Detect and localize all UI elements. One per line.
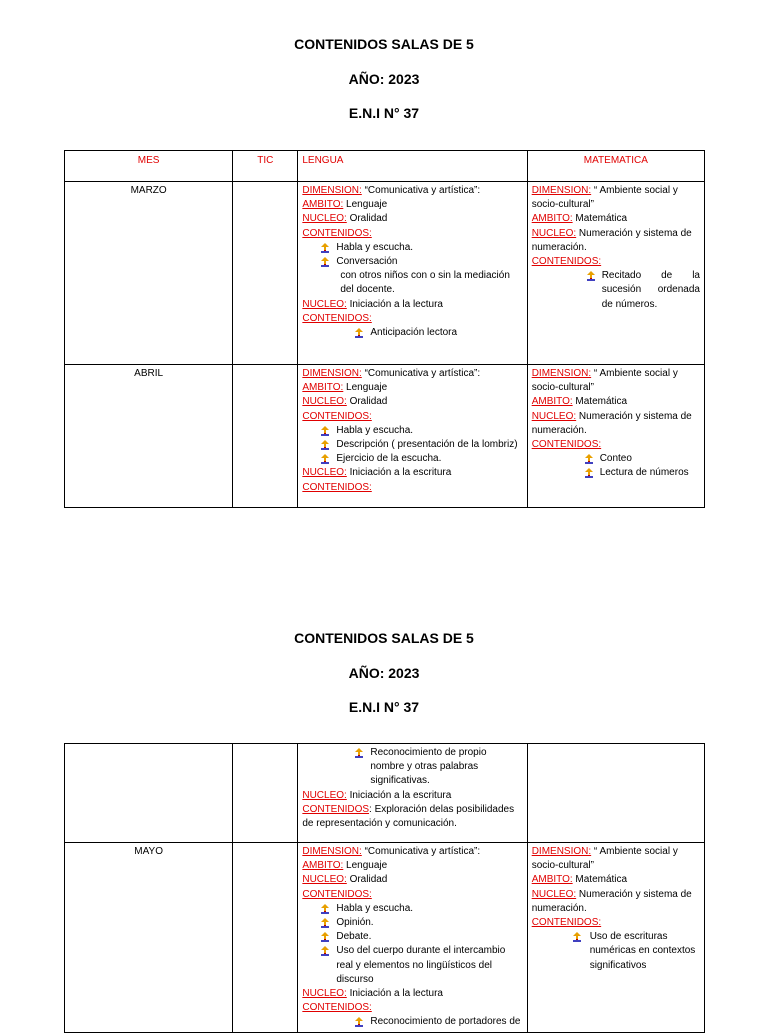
contenidos-label: CONTENIDOS: <box>302 312 372 324</box>
contents-table-page1 <box>64 150 705 508</box>
page2-year: AÑO: 2023 <box>348 665 420 681</box>
dimension-text: “Comunicativa y artística”: <box>361 846 481 857</box>
nucleo-label: NUCLEO: <box>302 988 347 1000</box>
ambito-text: Matemática <box>572 213 628 225</box>
ambito-label: AMBITO: <box>302 199 344 211</box>
dimension-text: “ Ambiente social y socio-cultural” <box>531 185 678 211</box>
arrow-bullet-icon <box>354 747 364 759</box>
lengua-cell <box>298 843 527 1033</box>
table-row-marzo <box>65 182 705 365</box>
contenidos-label: CONTENIDOS: <box>302 888 372 900</box>
list-item: Conversación <box>302 255 522 269</box>
nucleo-label: NUCLEO: <box>531 227 577 239</box>
table-header-row <box>65 151 705 182</box>
ambito-text: Lenguaje <box>343 860 388 872</box>
list-item: Uso de escrituras numéricas en contextos significativos <box>532 930 700 973</box>
nucleo-label: NUCLEO: <box>302 874 347 886</box>
nucleo-text: Oralidad <box>346 874 388 886</box>
arrow-bullet-icon <box>354 327 364 339</box>
dimension-label: DIMENSION: <box>531 846 592 857</box>
arrow-bullet-icon <box>320 242 330 254</box>
nucleo-text: Numeración y sistema de numeración. <box>531 888 692 914</box>
matematica-cell <box>527 182 704 365</box>
arrow-bullet-icon <box>354 1016 364 1028</box>
list-item: Habla y escucha. <box>302 424 522 438</box>
nucleo-label: NUCLEO: <box>302 396 347 408</box>
list-item: Habla y escucha. <box>302 241 522 255</box>
contenidos-label: CONTENIDOS: <box>302 1002 372 1014</box>
header-lengua: LENGUA <box>298 151 527 182</box>
list-item: Lectura de números <box>532 466 700 480</box>
tic-cell <box>233 182 298 365</box>
month-cell: MAYO <box>65 843 233 1033</box>
contenidos-text: : Exploración delas posibilidades de representación y comunicación. <box>302 803 515 830</box>
nucleo-text: Oralidad <box>346 396 388 408</box>
header-mes: MES <box>65 151 233 182</box>
list-item: Debate. <box>302 930 522 944</box>
ambito-text: Lenguaje <box>343 199 388 211</box>
contenidos-label: CONTENIDOS: <box>302 410 372 422</box>
dimension-label: DIMENSION: <box>531 185 592 196</box>
dimension-label: DIMENSION: <box>302 368 362 379</box>
page2-title: CONTENIDOS SALAS DE 5 <box>294 630 474 646</box>
nucleo-label: NUCLEO: <box>302 467 347 479</box>
ambito-text: Matemática <box>572 874 628 886</box>
ambito-label: AMBITO: <box>302 860 344 872</box>
table-row-continuation <box>65 744 705 843</box>
nucleo-label: NUCLEO: <box>302 298 347 310</box>
nucleo-label: NUCLEO: <box>531 410 577 422</box>
lengua-cell <box>298 744 527 843</box>
list-item: Recitado de la sucesión ordenada de números. <box>532 269 700 312</box>
nucleo-text: Numeración y sistema de numeración. <box>531 227 692 253</box>
dimension-label: DIMENSION: <box>302 846 362 857</box>
arrow-bullet-icon <box>320 945 330 957</box>
matematica-cell <box>527 744 704 843</box>
matematica-cell <box>527 843 704 1033</box>
nucleo-label: NUCLEO: <box>302 213 347 225</box>
list-item: Opinión. <box>302 916 522 930</box>
tic-cell <box>233 843 298 1033</box>
page2-school: E.N.I N° 37 <box>348 699 420 715</box>
arrow-bullet-icon <box>320 256 330 268</box>
month-cell: ABRIL <box>65 365 233 508</box>
nucleo-text: Iniciación a la lectura <box>346 298 443 310</box>
dimension-text: “Comunicativa y artística”: <box>361 368 481 379</box>
dimension-text: “ Ambiente social y socio-cultural” <box>531 846 678 872</box>
dimension-text: “Comunicativa y artística”: <box>361 185 481 196</box>
dimension-label: DIMENSION: <box>302 185 362 196</box>
ambito-label: AMBITO: <box>302 382 344 394</box>
arrow-bullet-icon <box>320 439 330 451</box>
list-item: Reconocimiento de portadores de <box>302 1015 522 1029</box>
arrow-bullet-icon <box>320 931 330 943</box>
table-row-mayo <box>65 843 705 1033</box>
list-item: Uso del cuerpo durante el intercambio real y elementos no lingüísticos del discurso <box>302 944 522 987</box>
list-item: Anticipación lectora <box>302 326 522 340</box>
nucleo-text: Numeración y sistema de numeración. <box>531 410 692 436</box>
nucleo-label: NUCLEO: <box>531 888 577 900</box>
list-item: Descripción ( presentación de la lombriz) <box>302 438 522 452</box>
list-item-continuation: con otros niños con o sin la mediación del docente. <box>340 270 510 296</box>
matematica-cell <box>527 365 704 508</box>
arrow-bullet-icon <box>320 903 330 915</box>
header-matematica: MATEMATICA <box>527 151 704 182</box>
nucleo-text: Iniciación a la lectura <box>346 988 443 1000</box>
contents-table-page2 <box>64 743 705 1033</box>
table-row-abril <box>65 365 705 508</box>
contenidos-label: CONTENIDOS <box>302 803 370 815</box>
arrow-bullet-icon <box>320 425 330 437</box>
arrow-bullet-icon <box>586 270 596 282</box>
ambito-text: Matemática <box>572 396 628 408</box>
tic-cell <box>233 744 298 843</box>
nucleo-label: NUCLEO: <box>302 789 347 801</box>
nucleo-text: Iniciación a la escritura <box>346 467 452 479</box>
ambito-label: AMBITO: <box>531 874 573 886</box>
ambito-text: Lenguaje <box>343 382 388 394</box>
list-item: Conteo <box>532 452 700 466</box>
list-item: Habla y escucha. <box>302 902 522 916</box>
arrow-bullet-icon <box>320 453 330 465</box>
tic-cell <box>233 365 298 508</box>
nucleo-text: Iniciación a la escritura <box>346 789 452 801</box>
page1-title: CONTENIDOS SALAS DE 5 <box>294 36 474 52</box>
lengua-cell <box>298 365 527 508</box>
month-cell: MARZO <box>65 182 233 365</box>
contenidos-label: CONTENIDOS: <box>302 227 372 239</box>
arrow-bullet-icon <box>584 453 594 465</box>
list-item: Reconocimiento de propio nombre y otras palabras significativas. <box>302 746 522 789</box>
header-tic: TIC <box>233 151 298 182</box>
dimension-label: DIMENSION: <box>531 368 592 379</box>
list-item: Ejercicio de la escucha. <box>302 452 522 466</box>
arrow-bullet-icon <box>572 931 582 943</box>
page1-year: AÑO: 2023 <box>348 71 420 87</box>
ambito-label: AMBITO: <box>531 213 573 225</box>
contenidos-label: CONTENIDOS: <box>302 481 372 493</box>
ambito-label: AMBITO: <box>531 396 573 408</box>
arrow-bullet-icon <box>320 917 330 929</box>
arrow-bullet-icon <box>584 467 594 479</box>
contenidos-label: CONTENIDOS: <box>531 917 602 929</box>
dimension-text: “ Ambiente social y socio-cultural” <box>531 368 678 394</box>
contenidos-label: CONTENIDOS: <box>531 439 602 451</box>
lengua-cell <box>298 182 527 365</box>
month-cell <box>65 744 233 843</box>
nucleo-text: Oralidad <box>346 213 388 225</box>
page1-school: E.N.I N° 37 <box>348 105 420 121</box>
contenidos-label: CONTENIDOS: <box>531 256 602 268</box>
